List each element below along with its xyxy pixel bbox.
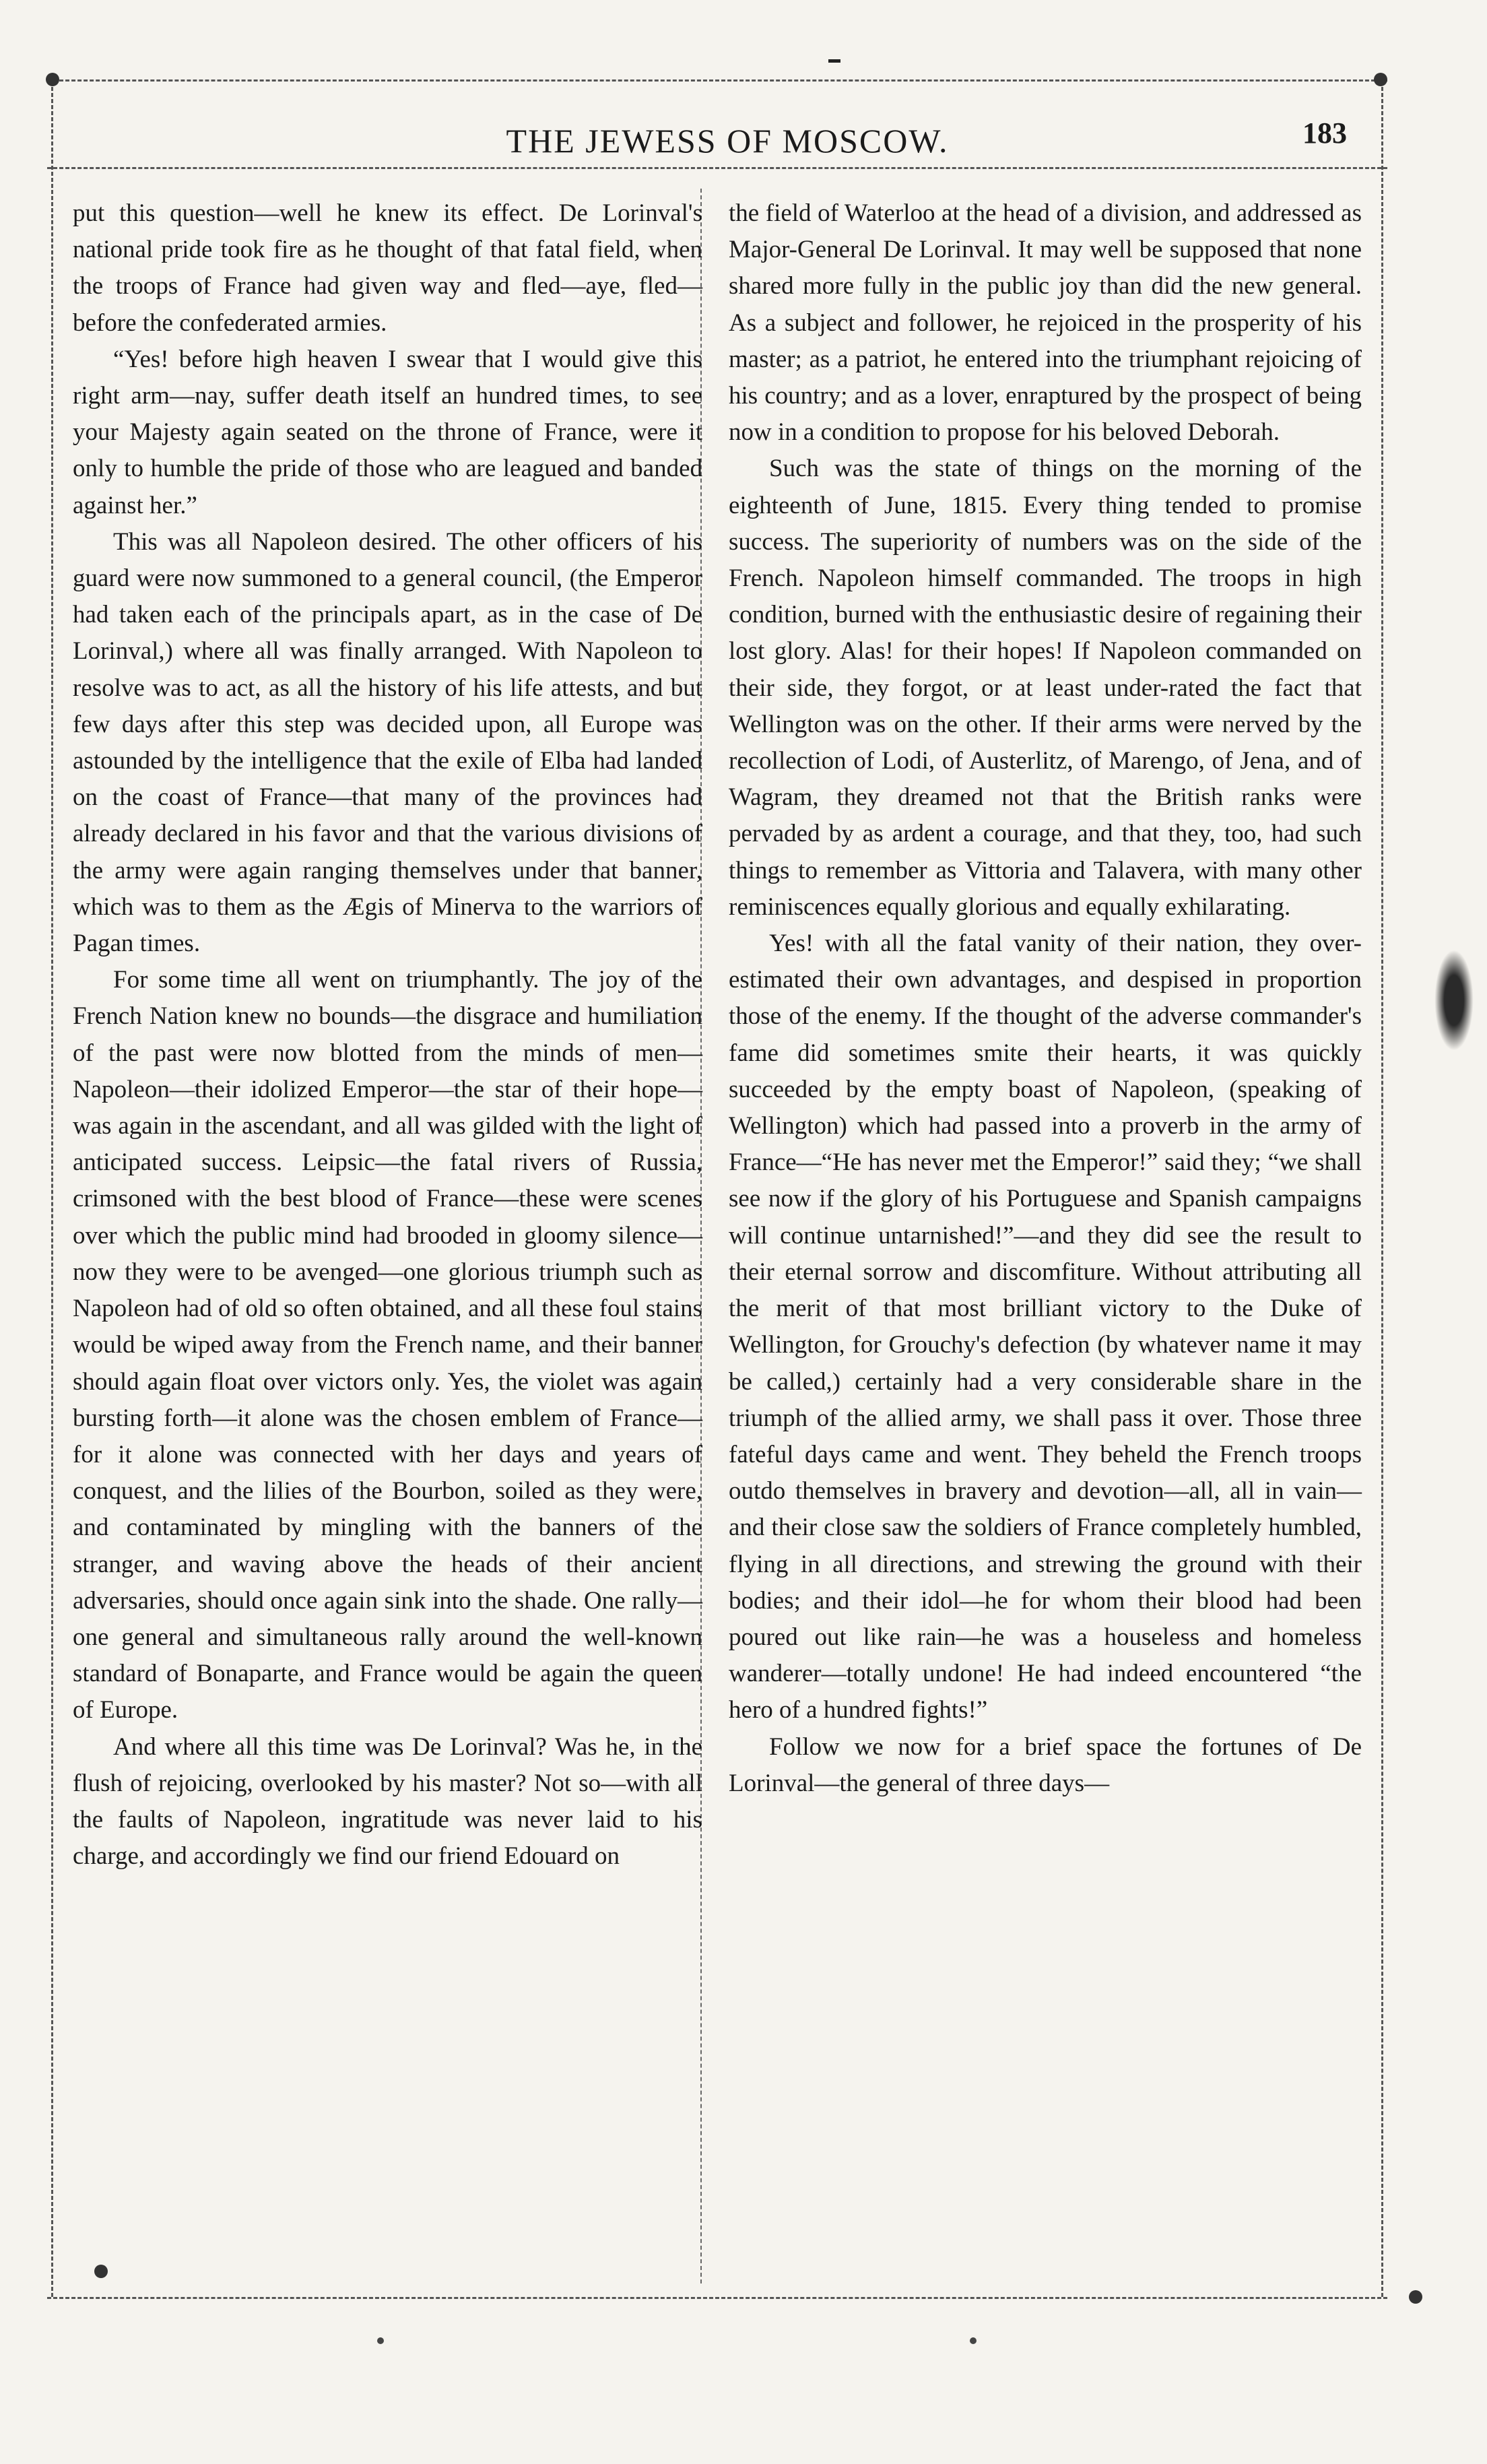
paragraph: Follow we now for a brief space the fortunes of De Lorinval—the general of three days— [729,1732,1362,1797]
paragraph: put this question—well he knew its effect. De Lorinval's national pride took fire as he thought of that fatal field, when the troops of France had given way and fled—aye, fled—before the confederated armies. [73,199,702,337]
paragraph: For some time all went on triumphantly. The joy of the French Nation knew no bounds—the disgrace and humiliation of the past were now blotted from the minds of men—Napoleon—their idolized Emperor—the star of their hope—was again in the ascendant, and all was gilded with the light of anticipated success. Leipsic—the fatal rivers of Russia, crimsoned with the best blood of France—these were scenes over which the public mind had brooded in gloomy silence—now they were to be avenged—one glorious triumph such as Napoleon had of old so often obtained, and all these foul stains would be wiped away from the French name, and their banner should again float over victors only. Yes, the violet was again bursting forth—it alone was the chosen emblem of France—for it alone was connected with her days and years of conquest, and the lilies of the Bourbon, soiled as they were, and contaminated by mingling with the banners of the stranger, and waving above the heads of their ancient adversaries, should once again sink into the shade. One rally—one general and simultaneous rally around the well-known standard of Bonaparte, and France would be again the queen of Europe. [73,966,702,1724]
left-column [73,195,702,1875]
paragraph: the field of Waterloo at the head of a division, and addressed as Major-General De Lorinval. It may well be supposed that none shared more fully in the public joy than did the new general. As a subject and follower, he rejoiced in the prosperity of his master; as a patriot, he entered into the triumphant rejoicing of his country; and as a lover, enraptured by the prospect of being now in a condition to propose for his beloved Deborah. [729,199,1362,447]
footer-ink-dot [377,2337,384,2344]
right-column [729,195,1362,1802]
footer-ink-dot [970,2337,977,2344]
corner-ornament-top-left [46,73,59,86]
ink-blot [1434,950,1474,1051]
running-title: THE JEWESS OF MOSCOW. [506,122,949,160]
paragraph: Yes! with all the fatal vanity of their nation, they over-estimated their own advantages, and despised in proportion those of the enemy. If the thought of the adverse commander's fame did sometimes smite their hearts, it was quickly succeeded by the empty boast of Napoleon, (speaking of Wellington) which had passed into a proverb in the army of France—“He has never met the Emperor!” said they; “we shall see now if the glory of his Portuguese and Spanish campaigns will continue untarnished!”—and they did see the result to their eternal sorrow and discomfiture. Without attributing all the merit of that most brilliant victory to the Duke of Wellington, for Grouchy's defection (by whatever name it may be called,) certainly had a very considerable share in the triumph of the allied army, we shall pass it over. Those three fateful days came and went. They beheld the French troops outdo themselves in bravery and devotion—all, all in vain—and their close saw the soldiers of France completely humbled, flying in all directions, and strewing the ground with their bodies; and their idol—he for whom their blood had been poured out like rain—he was a houseless and homeless wanderer—totally undone! He had indeed encountered “the hero of a hundred fights!” [729,930,1362,1724]
corner-ornament-bottom-right [1409,2290,1422,2304]
bottom-border-rule [47,2297,1387,2299]
paragraph: “Yes! before high heaven I swear that I would give this right arm—nay, suffer death itself an hundred times, to see your Majesty again seated on the throne of France, were it only to humble the pride of those who are leagued and banded against her.” [73,345,702,519]
corner-ornament-bottom-left [94,2265,108,2278]
paragraph: And where all this time was De Lorinval? Was he, in the flush of rejoicing, overlooked by his master? Not so—with all the faults of Napoleon, ingratitude was never laid to his charge, and accordingly we find our friend Edouard on [73,1732,702,1871]
page-number: 183 [1302,117,1347,150]
paragraph: Such was the state of things on the morning of the eighteenth of June, 1815. Every thing tended to promise success. The superiority of numbers was on the side of the French. Napoleon himself commanded. The troops in high condition, burned with the enthusiastic desire of regaining their lost glory. Alas! for their hopes! If Napoleon commanded on their side, they forgot, or at least under-rated the fact that Wellington was on the other. If their arms were nerved by the recollection of Lodi, of Austerlitz, of Marengo, of Jena, and of Wagram, they dreamed not that the British ranks were pervaded by as ardent a courage, and that they, too, had such things to remember as Vittoria and Talavera, with many other reminiscences equally glorious and equally exhilarating. [729,455,1362,921]
page-header [81,101,1374,165]
top-ink-mark [828,59,840,63]
paragraph: This was all Napoleon desired. The other officers of his guard were now summoned to a general council, (the Emperor had taken each of the principals apart, as in the case of De Lorinval,) where all was finally arranged. With Napoleon to resolve was to act, as all the history of his life attests, and but few days after this step was decided upon, all Europe was astounded by the intelligence that the exile of Elba had landed on the coast of France—that many of the provinces had already declared in his favor and that the various divisions of the army were again ranging themselves under that banner, which was to them as the Ægis of Minerva to the warriors of Pagan times. [73,527,702,958]
corner-ornament-top-right [1374,73,1387,86]
